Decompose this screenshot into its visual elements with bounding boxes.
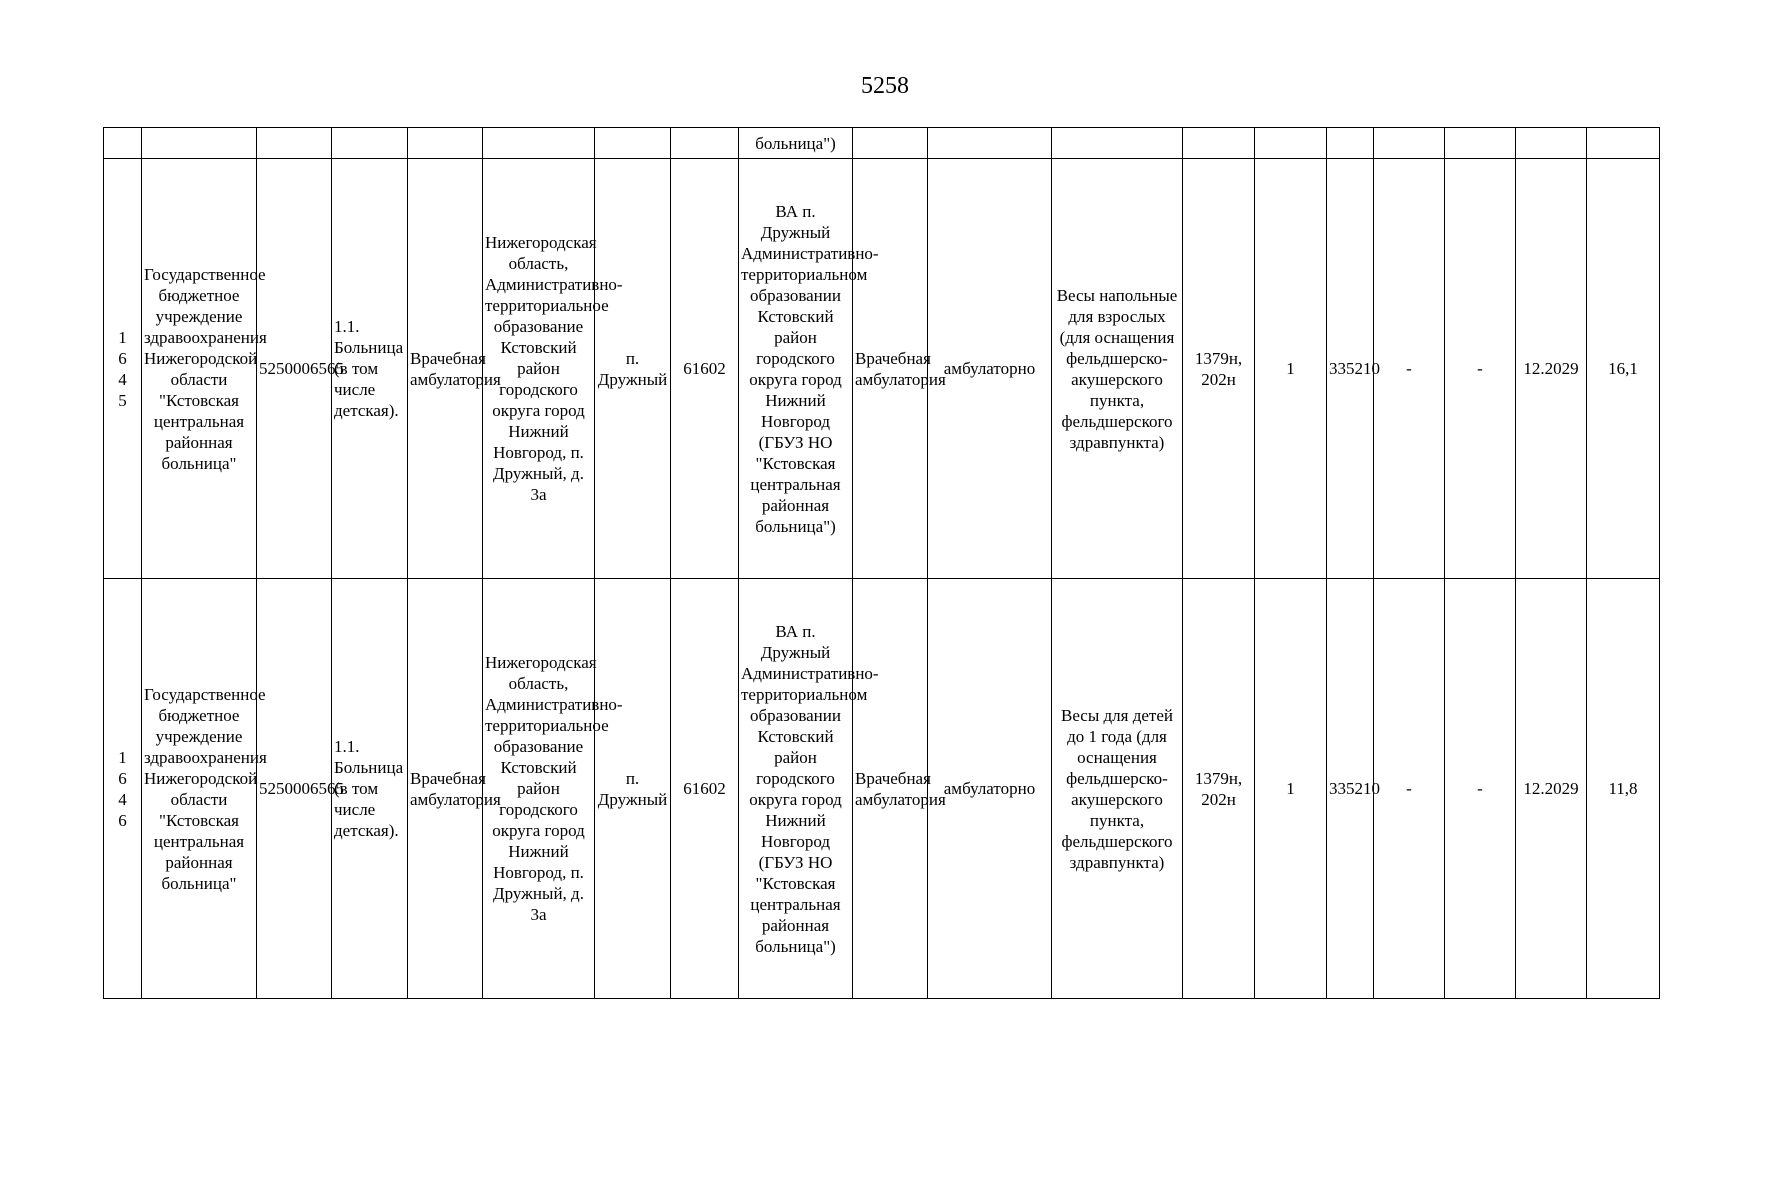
cell-unit-name: ВА п. Дружный Административно-территориальном образовании Кстовский район городского округа город Нижний Новгород (ГБУЗ НО "Кстовская центральная районная больница") <box>739 159 853 579</box>
cell-unit-name-tail: больница") <box>739 128 853 159</box>
continuation-row <box>104 128 1660 159</box>
cell-category: 1.1. Больница (в том числе детская). <box>332 579 408 999</box>
table-row <box>104 159 1660 579</box>
cell <box>1183 128 1255 159</box>
cell <box>1255 128 1327 159</box>
cell-locality: п. Дружный <box>595 579 671 999</box>
cell-unit-name: ВА п. Дружный Административно-территориальном образовании Кстовский район городского округа город Нижний Новгород (ГБУЗ НО "Кстовская центральная районная больница") <box>739 579 853 999</box>
cell-okpd: 335210 <box>1327 159 1374 579</box>
cell-address: Нижегородская область, Административно-территориальное образование Кстовский район городского округа город Нижний Новгород, п. Дружный, д. 3а <box>483 159 595 579</box>
cell-unit-type-2: Врачебная амбулатория <box>853 159 928 579</box>
cell-quantity: 1 <box>1255 159 1327 579</box>
cell-inn: 5250006565 <box>257 579 332 999</box>
cell-care-form: амбулаторно <box>928 159 1052 579</box>
cell-order: 1379н, 202н <box>1183 579 1255 999</box>
cell-care-form: амбулаторно <box>928 579 1052 999</box>
table-row <box>104 579 1660 999</box>
cell-dash-1: - <box>1374 159 1445 579</box>
cell-inn: 5250006565 <box>257 159 332 579</box>
cell-date: 12.2029 <box>1516 579 1587 999</box>
cell <box>257 128 332 159</box>
cell-unit-type: Врачебная амбулатория <box>408 159 483 579</box>
cell <box>1374 128 1445 159</box>
cell-order: 1379н, 202н <box>1183 159 1255 579</box>
cell <box>142 128 257 159</box>
cell <box>1445 128 1516 159</box>
cell <box>1327 128 1374 159</box>
cell-value: 16,1 <box>1587 159 1660 579</box>
cell-address: Нижегородская область, Административно-территориальное образование Кстовский район городского округа город Нижний Новгород, п. Дружный, д. 3а <box>483 579 595 999</box>
cell-value: 11,8 <box>1587 579 1660 999</box>
cell-dash-1: - <box>1374 579 1445 999</box>
cell <box>853 128 928 159</box>
page-number: 5258 <box>861 73 909 99</box>
cell-okpd: 335210 <box>1327 579 1374 999</box>
cell-dash-2: - <box>1445 159 1516 579</box>
cell-date: 12.2029 <box>1516 159 1587 579</box>
cell-quantity: 1 <box>1255 579 1327 999</box>
cell-organization: Государственное бюджетное учреждение здравоохранения Нижегородской области "Кстовская центральная районная больница" <box>142 159 257 579</box>
cell-unit-type-2: Врачебная амбулатория <box>853 579 928 999</box>
cell-locality: п. Дружный <box>595 159 671 579</box>
cell-row-number: 1 6 4 6 <box>104 579 142 999</box>
cell-dash-2: - <box>1445 579 1516 999</box>
register-table <box>103 127 1660 999</box>
cell <box>1516 128 1587 159</box>
cell-row-number: 1 6 4 5 <box>104 159 142 579</box>
cell <box>595 128 671 159</box>
cell <box>671 128 739 159</box>
cell-equipment: Весы для детей до 1 года (для оснащения фельдшерско-акушерского пункта, фельдшерского здравпункта) <box>1052 579 1183 999</box>
cell <box>1052 128 1183 159</box>
cell-equipment: Весы напольные для взрослых (для оснащения фельдшерско-акушерского пункта, фельдшерского здравпункта) <box>1052 159 1183 579</box>
cell <box>483 128 595 159</box>
cell-code: 61602 <box>671 159 739 579</box>
cell <box>408 128 483 159</box>
cell <box>1587 128 1660 159</box>
cell-category: 1.1. Больница (в том числе детская). <box>332 159 408 579</box>
cell <box>332 128 408 159</box>
cell-code: 61602 <box>671 579 739 999</box>
cell-organization: Государственное бюджетное учреждение здравоохранения Нижегородской области "Кстовская центральная районная больница" <box>142 579 257 999</box>
cell <box>104 128 142 159</box>
cell-unit-type: Врачебная амбулатория <box>408 579 483 999</box>
cell <box>928 128 1052 159</box>
